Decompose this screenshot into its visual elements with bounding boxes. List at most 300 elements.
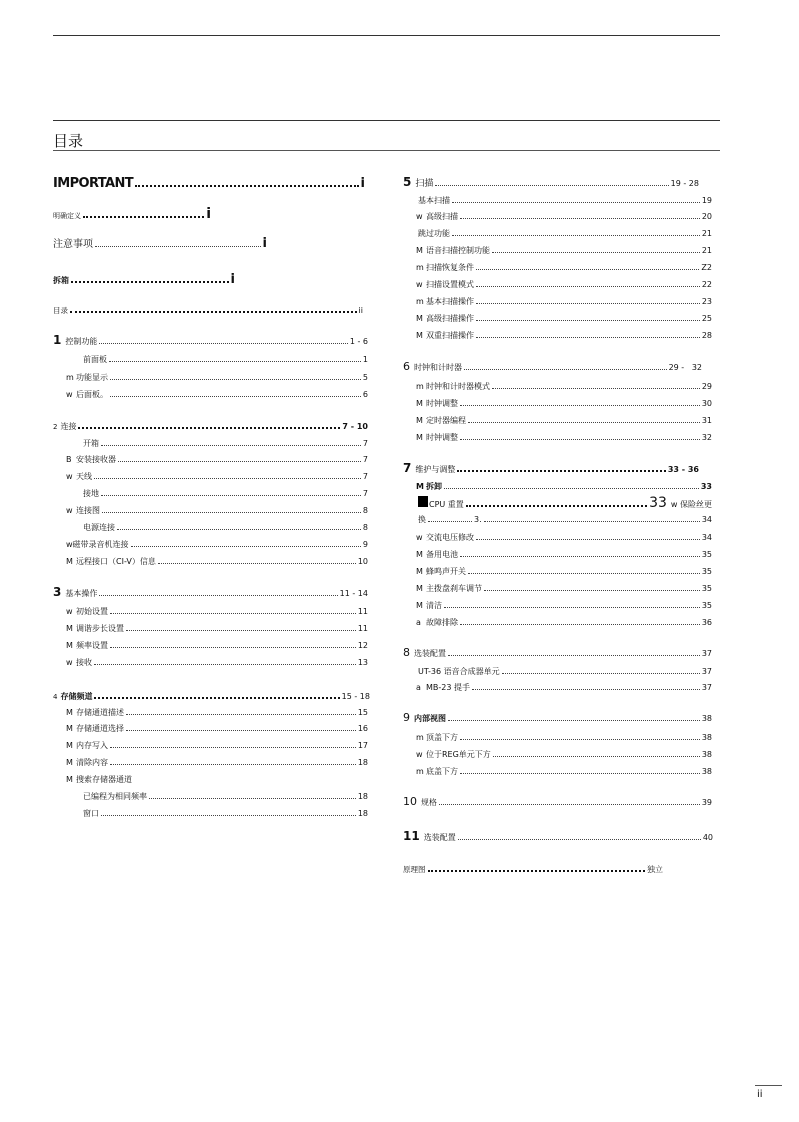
entry-label: 顶盖下方 xyxy=(426,733,458,742)
chapter-number: 11 xyxy=(403,829,420,843)
entry-page: 5 xyxy=(362,373,368,382)
toc-chapter-entry xyxy=(53,691,370,703)
entry-page: 13 xyxy=(357,658,368,667)
entry-page: 32 xyxy=(701,433,712,442)
dot-leader xyxy=(457,470,665,472)
entry-page: 6 xyxy=(362,390,368,399)
entry-marker: B xyxy=(66,455,72,464)
entry-page: 31 xyxy=(701,416,712,425)
entry-label: 时钟和计时器模式 xyxy=(426,382,490,391)
entry-page: 16 xyxy=(357,724,368,733)
entry-label: 拆卸 xyxy=(426,482,442,491)
entry-marker: w xyxy=(66,472,73,481)
entry-label: 换 xyxy=(418,515,426,524)
top-rule xyxy=(53,35,720,36)
dot-leader xyxy=(126,714,356,715)
dot-leader xyxy=(464,369,667,370)
chapter-number: 5 xyxy=(403,175,412,189)
entry-marker: m xyxy=(416,382,424,391)
dot-leader xyxy=(95,246,261,247)
dot-leader xyxy=(71,281,229,283)
toc-entry xyxy=(83,808,368,820)
entry-marker: M xyxy=(66,724,73,733)
entry-page: 11 - 14 xyxy=(339,589,368,598)
toc-entry xyxy=(416,749,712,761)
dot-leader xyxy=(476,320,700,321)
entry-label: 基本扫描 xyxy=(418,196,450,205)
chapter-number: 3 xyxy=(53,585,62,599)
toc-chapter-entry xyxy=(403,712,712,726)
toc-entry xyxy=(53,176,365,192)
entry-label: 安装接收器 xyxy=(76,455,116,464)
dot-leader xyxy=(94,478,361,479)
entry-marker: w xyxy=(416,280,423,289)
entry-label: 故障排除 xyxy=(426,618,458,627)
dot-leader xyxy=(70,311,357,313)
entry-page: 29 xyxy=(701,382,712,391)
dot-leader xyxy=(78,427,340,429)
toc-entry xyxy=(416,415,712,427)
entry-page: Z2 xyxy=(701,263,712,272)
entry-label: 基本操作 xyxy=(65,589,98,598)
entry-label: 时钟调整 xyxy=(426,433,458,442)
dot-leader xyxy=(468,422,700,423)
entry-label: 位于REG单元下方 xyxy=(426,750,491,759)
entry-label: 高级扫描 xyxy=(426,212,458,221)
entry-page: 35 xyxy=(701,584,712,593)
toc-entry xyxy=(416,549,712,561)
page-number: ii xyxy=(757,1089,763,1100)
dot-leader xyxy=(428,870,646,872)
entry-page: 19 - 28 xyxy=(670,179,699,188)
dot-leader xyxy=(458,839,701,840)
toc-entry xyxy=(416,211,712,223)
entry-label: w磁带录音机连接 xyxy=(66,540,129,549)
entry-page: 21 xyxy=(701,246,712,255)
entry-label: 远程接口（CI-V）信息 xyxy=(76,557,156,566)
toc-entry xyxy=(66,505,368,517)
entry-label: 基本扫描操作 xyxy=(426,297,474,306)
dot-leader xyxy=(117,529,361,530)
toc-entry xyxy=(416,313,712,325)
dot-leader xyxy=(118,461,361,462)
dot-leader xyxy=(460,218,700,219)
entry-inline-number: 3. xyxy=(474,515,482,524)
header-rule xyxy=(53,120,720,121)
entry-label: 频率设置 xyxy=(76,641,108,650)
entry-marker: M xyxy=(416,246,423,255)
entry-label: CPU 重置 xyxy=(429,500,464,509)
entry-marker: a xyxy=(416,618,421,627)
entry-label-continued: w 保险丝更 xyxy=(670,500,712,509)
entry-page: 独立 xyxy=(647,865,663,874)
entry-label: 注意事项 xyxy=(53,239,93,250)
entry-page: 28 xyxy=(701,331,712,340)
entry-label: IMPORTANT xyxy=(53,176,134,191)
entry-label: 接收 xyxy=(76,658,92,667)
toc-entry xyxy=(416,682,712,694)
entry-marker: w xyxy=(66,658,73,667)
toc-entry xyxy=(416,245,712,257)
dot-leader xyxy=(472,689,700,690)
toc-chapter-entry xyxy=(403,647,712,661)
dot-leader xyxy=(452,202,700,203)
toc-entry xyxy=(53,236,267,252)
dot-leader xyxy=(448,655,700,656)
entry-marker: M xyxy=(66,758,73,767)
page-title: 目录 xyxy=(53,132,84,150)
toc-entry xyxy=(416,732,712,744)
toc-entry xyxy=(416,583,712,595)
entry-page: i xyxy=(230,272,235,287)
entry-page: 1 - 6 xyxy=(349,337,368,346)
entry-label: 存储通道选择 xyxy=(76,724,124,733)
entry-page: 8 xyxy=(362,523,368,532)
entry-marker: M xyxy=(416,584,423,593)
entry-marker: M xyxy=(416,550,423,559)
dot-leader xyxy=(110,764,356,765)
dot-leader xyxy=(460,739,700,740)
entry-page: 38 xyxy=(701,714,712,723)
entry-label: 清洁 xyxy=(426,601,442,610)
entry-label: 时钟调整 xyxy=(426,399,458,408)
entry-label: 扫描设置模式 xyxy=(426,280,474,289)
entry-marker: w xyxy=(416,212,423,221)
entry-marker: M xyxy=(66,624,73,633)
entry-page: 18 xyxy=(357,758,368,767)
entry-page: 19 xyxy=(701,196,712,205)
toc-entry xyxy=(66,757,368,769)
entry-marker: M xyxy=(66,557,73,566)
toc-entry xyxy=(53,206,211,222)
entry-page: 36 xyxy=(701,618,712,627)
entry-label: 控制功能 xyxy=(65,337,98,346)
entry-page: 39 xyxy=(701,798,712,807)
toc-entry xyxy=(416,330,712,342)
entry-label: 扫描 xyxy=(415,179,434,189)
entry-label: 搜索存储器通道 xyxy=(76,775,132,784)
entry-label: 电源连接 xyxy=(83,523,115,532)
entry-label: UT-36 语音合成器单元 xyxy=(418,667,500,676)
entry-label: 内部视图 xyxy=(414,714,446,723)
entry-marker: m xyxy=(66,373,74,382)
toc-entry xyxy=(416,279,712,291)
entry-page: 34 xyxy=(701,533,712,542)
dot-leader xyxy=(109,361,361,362)
entry-page: 25 xyxy=(701,314,712,323)
entry-page: 29 - 32 xyxy=(668,363,702,372)
chapter-number: 6 xyxy=(403,360,410,373)
chapter-number: 8 xyxy=(403,646,410,659)
entry-marker: M xyxy=(416,433,423,442)
entry-page: 37 xyxy=(701,667,712,676)
dot-leader xyxy=(126,730,356,731)
entry-label: 高级扫描操作 xyxy=(426,314,474,323)
dot-leader xyxy=(149,798,356,799)
entry-label: 维护与调整 xyxy=(415,465,456,474)
toc-entry xyxy=(66,606,368,618)
toc-entry xyxy=(416,432,712,444)
entry-label: 选装配置 xyxy=(414,649,446,658)
entry-label: 双重扫描操作 xyxy=(426,331,474,340)
toc-chapter-entry xyxy=(403,176,699,190)
toc-entry xyxy=(66,640,368,652)
entry-label: 清除内容 xyxy=(76,758,108,767)
toc-entry xyxy=(416,481,712,493)
toc-entry xyxy=(66,740,368,752)
toc-entry xyxy=(66,623,368,635)
dot-leader xyxy=(135,185,358,187)
toc-chapter-entry xyxy=(403,361,702,375)
chapter-number: 1 xyxy=(53,333,62,347)
toc-entry xyxy=(416,766,712,778)
toc-entry xyxy=(416,262,712,274)
entry-label: 连接 xyxy=(60,422,77,431)
dot-leader xyxy=(493,756,700,757)
entry-marker: w xyxy=(416,533,423,542)
entry-label: 连接图 xyxy=(76,506,100,515)
entry-label: 后面板。 xyxy=(76,390,108,399)
entry-page: 1 xyxy=(362,355,368,364)
entry-label: 定时器编程 xyxy=(426,416,466,425)
dot-leader xyxy=(476,539,700,540)
entry-label: 选装配置 xyxy=(423,833,456,842)
entry-page: 15 - 18 xyxy=(341,692,370,701)
entry-page: 35 xyxy=(701,550,712,559)
entry-page: 23 xyxy=(701,297,712,306)
dot-leader xyxy=(444,488,699,489)
entry-page: 11 xyxy=(357,624,368,633)
dot-leader xyxy=(476,286,700,287)
entry-page: 38 xyxy=(701,733,712,742)
toc-entry xyxy=(418,514,712,526)
entry-page: 12 xyxy=(357,641,368,650)
dot-leader xyxy=(428,521,472,522)
dot-leader xyxy=(476,337,700,338)
toc-entry xyxy=(416,600,712,612)
entry-page: 40 xyxy=(702,833,713,842)
entry-label: 语音扫描控制功能 xyxy=(426,246,490,255)
entry-page: 30 xyxy=(701,399,712,408)
dot-leader xyxy=(94,697,339,699)
dot-leader xyxy=(83,216,204,218)
entry-marker: w xyxy=(416,750,423,759)
entry-marker: m xyxy=(416,733,424,742)
dot-leader xyxy=(460,773,700,774)
dot-leader xyxy=(476,303,700,304)
entry-label: 接地 xyxy=(83,489,99,498)
entry-page: 33 xyxy=(700,482,712,491)
entry-page: 22 xyxy=(701,280,712,289)
entry-page: 38 xyxy=(701,767,712,776)
chapter-number: 4 xyxy=(53,693,58,701)
entry-page: 8 xyxy=(362,506,368,515)
entry-label: 功能显示 xyxy=(76,373,108,382)
toc-entry xyxy=(53,272,235,288)
entry-marker: w xyxy=(66,506,73,515)
entry-label: 时钟和计时器 xyxy=(414,363,462,372)
entry-label: 备用电池 xyxy=(426,550,458,559)
entry-label: 调谐步长设置 xyxy=(76,624,124,633)
toc-entry xyxy=(416,398,712,410)
entry-label: 拆箱 xyxy=(53,276,69,285)
toc-entry xyxy=(418,195,712,207)
entry-page: 18 xyxy=(357,809,368,818)
dot-leader xyxy=(460,439,700,440)
entry-page: ii xyxy=(358,306,363,315)
toc-entry xyxy=(83,354,368,366)
toc-entry xyxy=(66,389,368,401)
dot-leader xyxy=(460,556,700,557)
toc-chapter-entry xyxy=(53,586,368,600)
toc-entry xyxy=(66,707,368,719)
entry-page: i xyxy=(206,206,211,222)
dot-leader xyxy=(110,396,361,397)
entry-label: 内存写入 xyxy=(76,741,108,750)
dot-leader xyxy=(468,573,700,574)
entry-label: 已编程为相同频率 xyxy=(83,792,147,801)
dot-leader xyxy=(460,405,700,406)
dot-leader xyxy=(110,647,356,648)
entry-marker: M xyxy=(416,331,423,340)
entry-label: 交流电压修改 xyxy=(426,533,474,542)
toc-entry xyxy=(418,666,712,678)
toc-entry xyxy=(83,438,368,450)
title-rule xyxy=(53,150,720,151)
footer-rule xyxy=(755,1085,782,1086)
toc-entry xyxy=(66,471,368,483)
entry-page: 9 xyxy=(362,540,368,549)
entry-marker: M xyxy=(416,601,423,610)
toc-entry xyxy=(416,532,712,544)
entry-label: 窗口 xyxy=(83,809,99,818)
entry-page: i xyxy=(360,176,365,191)
toc-entry xyxy=(416,381,712,393)
entry-page: 37 xyxy=(701,649,712,658)
dot-leader xyxy=(110,613,356,614)
toc-entry xyxy=(83,488,368,500)
entry-page: 7 - 10 xyxy=(342,422,368,431)
dot-leader xyxy=(110,379,361,380)
entry-page: 7 xyxy=(362,472,368,481)
dot-leader xyxy=(158,563,356,564)
entry-page: 21 xyxy=(701,229,712,238)
toc-entry xyxy=(403,864,663,876)
toc-chapter-entry xyxy=(53,334,368,348)
dot-leader xyxy=(452,235,700,236)
entry-page: 34 xyxy=(701,515,712,524)
entry-label: 前面板 xyxy=(83,355,107,364)
entry-label: 主拨盘刹车调节 xyxy=(426,584,482,593)
toc-entry xyxy=(83,522,368,534)
entry-page: i xyxy=(262,236,267,251)
toc-entry xyxy=(66,556,368,568)
entry-marker: M xyxy=(66,641,73,650)
dot-leader xyxy=(502,673,700,674)
entry-marker: a xyxy=(416,683,421,692)
entry-marker: m xyxy=(416,767,424,776)
toc-entry xyxy=(66,657,368,669)
entry-label: 目录 xyxy=(53,306,68,315)
toc-chapter-entry xyxy=(403,462,699,476)
entry-page: 15 xyxy=(357,708,368,717)
toc-chapter-entry xyxy=(403,830,713,844)
entry-label: 扫描恢复条件 xyxy=(426,263,474,272)
entry-page: 7 xyxy=(362,489,368,498)
dot-leader xyxy=(102,512,361,513)
entry-marker: M xyxy=(66,741,73,750)
entry-page: 17 xyxy=(357,741,368,750)
dot-leader xyxy=(110,747,356,748)
dot-leader xyxy=(435,185,668,186)
dot-leader xyxy=(484,521,700,522)
chapter-number: 2 xyxy=(53,423,58,431)
entry-page: 10 xyxy=(357,557,368,566)
dot-leader xyxy=(439,804,700,805)
toc-entry xyxy=(418,228,712,240)
toc-entry xyxy=(66,454,368,466)
chapter-number: 7 xyxy=(403,461,412,475)
dot-leader xyxy=(131,546,361,547)
entry-marker: M xyxy=(416,482,424,491)
entry-marker: w xyxy=(66,390,73,399)
black-square-icon xyxy=(418,496,428,507)
entry-page: 37 xyxy=(701,683,712,692)
entry-label: MB-23 提手 xyxy=(426,683,470,692)
entry-label: 原理图 xyxy=(403,865,426,874)
toc-entry xyxy=(66,372,368,384)
dot-leader xyxy=(101,815,356,816)
toc-entry xyxy=(418,495,712,511)
dot-leader xyxy=(476,269,699,270)
entry-page: 33 xyxy=(649,495,667,511)
entry-label: 天线 xyxy=(76,472,92,481)
entry-marker: M xyxy=(416,567,423,576)
dot-leader xyxy=(492,388,700,389)
dot-leader xyxy=(466,505,647,507)
entry-marker: M xyxy=(416,399,423,408)
entry-page: 33 - 36 xyxy=(667,465,699,474)
entry-marker: M xyxy=(416,416,423,425)
dot-leader xyxy=(444,607,700,608)
entry-label: 开箱 xyxy=(83,439,99,448)
dot-leader xyxy=(492,252,700,253)
dot-leader xyxy=(484,590,700,591)
entry-label: 存储通道描述 xyxy=(76,708,124,717)
toc-entry xyxy=(53,305,363,317)
entry-label: 明确定义 xyxy=(53,212,81,220)
dot-leader xyxy=(99,343,347,344)
toc-entry xyxy=(66,539,368,551)
chapter-number: 9 xyxy=(403,711,410,724)
entry-label: 底盖下方 xyxy=(426,767,458,776)
dot-leader xyxy=(99,595,337,596)
dot-leader xyxy=(101,495,361,496)
chapter-number: 10 xyxy=(403,795,417,808)
entry-label: 蜂鸣声开关 xyxy=(426,567,466,576)
entry-label: 跳过功能 xyxy=(418,229,450,238)
entry-marker: M xyxy=(416,314,423,323)
entry-marker: M xyxy=(66,708,73,717)
entry-page: 7 xyxy=(362,455,368,464)
entry-marker: w xyxy=(66,607,73,616)
entry-page: 35 xyxy=(701,601,712,610)
entry-label: 存储频道 xyxy=(60,692,93,701)
entry-page: 20 xyxy=(701,212,712,221)
toc-chapter-entry xyxy=(53,421,368,433)
dot-leader xyxy=(126,630,356,631)
toc-entry xyxy=(66,774,368,786)
